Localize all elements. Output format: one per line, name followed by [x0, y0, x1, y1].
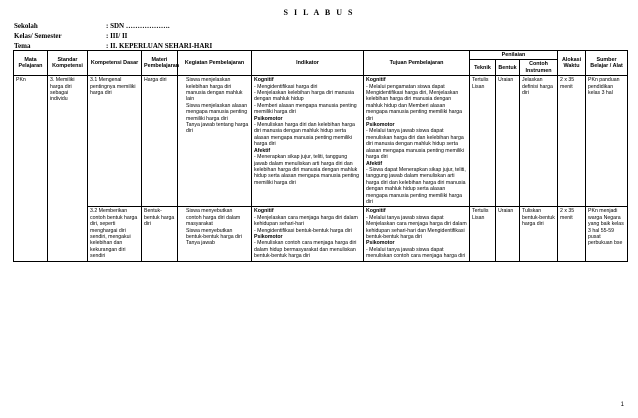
- header-kegiatan: Kegiatan Pembelajaran: [178, 51, 252, 76]
- list-item: - Menjelaskan kelebihan harga diri manusia dengan mahluk hidup: [254, 90, 355, 103]
- cell-sumber: PKn panduan pendidikan kelas 3 hal: [586, 76, 628, 207]
- meta-sekolah: Sekolah : SDN ……………….: [14, 22, 170, 30]
- table-row: [14, 76, 628, 207]
- cell-alokasi: 2 x 35 menit: [558, 207, 586, 261]
- list-item: - Siswa dapat Menerapkan sikap jujur, teliti, tanggung jawab dalam menuliskan arti harga diri dan kelebihan harga diri manusia dengan mahluk hidup serta alasan mengapa manusia penting memiliki harga diri: [366, 166, 466, 205]
- cell-kegiatan: [178, 207, 252, 261]
- header-sumber: Sumber Belajar / Alat: [586, 51, 628, 76]
- section-heading: Kognitif: [366, 77, 386, 84]
- document-title: S I L A B U S: [283, 8, 355, 17]
- page-number: 1: [620, 402, 624, 408]
- list-item: - Menuliskan contoh cara menjaga harga diri dalam hidup bermasyarakat dan menuliskan bentuk-bentuk harga diri: [254, 240, 357, 260]
- header-tujuan: Tujuan Pembelajaran: [364, 51, 470, 76]
- table-row: [14, 207, 628, 261]
- cell-bentuk: Uraian: [496, 207, 520, 261]
- cell-tujuan: [364, 76, 470, 207]
- list-item: - Melalui tanya jawab siswa dapat Menjelaskan cara menjaga harga diri dalam kehidupan sehari-hari dan Mengidentifikasi bentuk-bentuk harga diri: [366, 214, 467, 240]
- syllabus-table: [13, 50, 628, 262]
- cell-mata: PKn: [14, 76, 48, 261]
- list-item: • Siswa menjelaskan kelebihan harga diri manusia dengan mahluk lain: [186, 77, 249, 103]
- cell-tujuan: [364, 207, 470, 261]
- cell-indikator: [252, 207, 364, 261]
- section-heading: Kognitif: [254, 77, 274, 84]
- section-heading: Afektif: [366, 160, 383, 167]
- cell-materi: Harga diri: [142, 76, 178, 207]
- list-item: - Melalui tanya jawab siswa dapat menuliskan harga diri dan kelebihan harga diri manusia dengan mahluk hidup serta alasan mengapa manusia penting memiliki harga diri: [366, 128, 465, 161]
- header-row: [14, 51, 628, 60]
- list-item: - Melalui pengamatan siswa dapat Mengidentifikasi harga diri, Menjelaskan kelebihan harga diri manusia dengan mahluk hidup dan Memberi alasan mengapa manusia penting memiliki harga diri: [366, 83, 463, 122]
- header-alokasi: Alokasi Waktu: [558, 51, 586, 76]
- cell-sk: 3. Memiliki harga diri sebagai individu: [48, 76, 88, 261]
- cell-materi: Bentuk-bentuk harga diri: [142, 207, 178, 261]
- header-kd: Kompetensi Dasar: [88, 51, 142, 76]
- list-item: • Siswa menyebutkan bentuk-bentuk harga diri: [186, 228, 249, 241]
- cell-kegiatan: [178, 76, 252, 207]
- list-item: - Mengidentifikasi harga diri: [254, 83, 318, 90]
- list-item: - Memberi alasan mengapa manusia penting memiliki harga diri: [254, 102, 357, 116]
- header-bentuk: Bentuk: [496, 60, 520, 76]
- header-mata: Mata Pelajaran: [14, 51, 48, 76]
- list-item: • Tanya jawab tentang harga diri: [186, 122, 249, 135]
- list-item: - Menuliskan harga diri dan kelebihan harga diri manusia dengan mahluk hidup serta alasan mengapa manusia penting memiliki harga diri: [254, 122, 355, 148]
- list-item: - Melalui tanya jawab siswa dapat menuliskan contoh cara menjaga harga diri: [366, 246, 466, 260]
- list-item: • Siswa menyebutkan contoh harga diri dalam masyarakat: [186, 208, 249, 227]
- cell-sumber: PKn menjadi warga Negara yang baik kelas 3 hal 55-59 pusat perbukuan bse: [586, 207, 628, 261]
- section-heading: Psikomotor: [366, 122, 395, 129]
- section-heading: Psikomotor: [254, 233, 283, 240]
- cell-teknik: Tertulis Lisan: [470, 207, 496, 261]
- list-item: - Menjelaskan cara menjaga harga diri dalam kehidupan sehari-hari: [254, 214, 358, 228]
- header-contoh: Contoh Instrumen: [520, 60, 558, 76]
- cell-teknik: Tertulis Lisan: [470, 76, 496, 207]
- header-materi: Materi Pembelajaran: [142, 51, 178, 76]
- cell-contoh: Tuliskan bentuk-bentuk harga diri: [520, 207, 558, 261]
- header-indikator: Indikator: [252, 51, 364, 76]
- header-penilaian: Penilaian: [470, 51, 558, 60]
- meta-block: [14, 21, 212, 51]
- section-heading: Kognitif: [254, 208, 274, 215]
- header-sk: Standar Kompetensi: [48, 51, 88, 76]
- list-item: - Menerapkan sikap jujur, teliti, tanggung jawab dalam menuliskan arti harga diri dan kelebihan harga diri manusia dengan mahluk hidup serta alasan mengapa manusia penting memiliki harga diri: [254, 154, 359, 186]
- list-item: • Tanya jawab: [186, 240, 249, 246]
- list-item: • Siswa menjelaskan alasan mengapa manusia penting memiliki harga diri: [186, 103, 249, 122]
- section-heading: Afektif: [254, 147, 271, 154]
- section-heading: Psikomotor: [366, 240, 395, 247]
- meta-kelas: Kelas/ Semester : III/ II: [14, 32, 128, 40]
- cell-indikator: [252, 76, 364, 207]
- meta-tema: Tema : II. KEPERLUAN SEHARI-HARI: [14, 42, 213, 50]
- header-teknik: Teknik: [470, 60, 496, 76]
- cell-bentuk: Uraian: [496, 76, 520, 207]
- section-heading: Kognitif: [366, 208, 386, 215]
- cell-kd: 3.2 Memberikan contoh bentuk harga diri, seperti menghargai diri sendiri, mengakui kelebihan dan kekurangan diri sendiri: [88, 207, 142, 261]
- cell-kd: 3.1 Mengenal pentingnya memiliki harga diri: [88, 76, 142, 207]
- section-heading: Psikomotor: [254, 115, 283, 122]
- cell-alokasi: 2 x 35 menit: [558, 76, 586, 207]
- list-item: - Mengidentifikasi bentuk-bentuk harga diri: [254, 227, 352, 234]
- cell-contoh: Jelaskan definisi harga diri: [520, 76, 558, 207]
